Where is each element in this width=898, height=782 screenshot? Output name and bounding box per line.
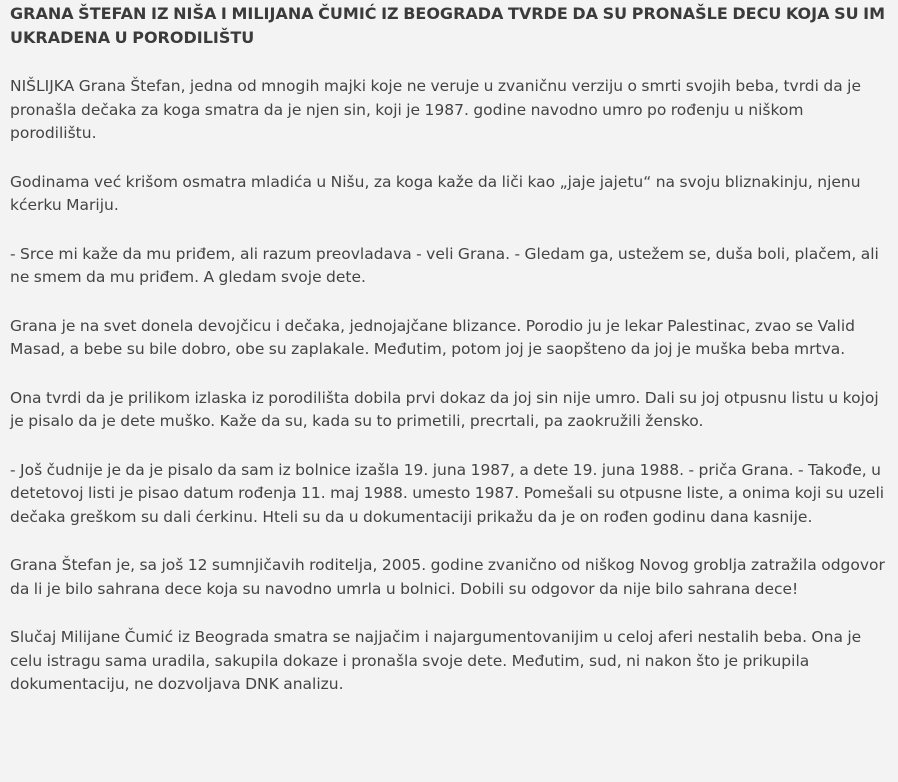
article-paragraph: Grana je na svet donela devojčicu i dečaka, jednojajčane blizance. Porodio ju je lekar Palestinac, zvao se Valid Masad, a bebe su bile dobro, obe su zaplakale. Međutim, potom joj je saopšteno da joj je muška beba mrtva. bbox=[10, 316, 855, 358]
article-paragraph: - Srce mi kaže da mu priđem, ali razum preovladava - veli Grana. - Gledam ga, ustežem se, duša boli, plačem, ali ne smem da mu priđem. A gledam svoje dete. bbox=[10, 244, 879, 286]
article-title: GRANA ŠTEFAN IZ NIŠA I MILIJANA ČUMIĆ IZ BEOGRADA TVRDE DA SU PRONAŠLE DECU KOJA SU IM UKRADENA U PORODILIŠTU bbox=[10, 4, 886, 47]
article-paragraph: Grana Štefan je, sa još 12 sumnjičavih roditelja, 2005. godine zvanično od niškog Novog groblja zatražila odgovor da li je bilo sahrana dece koja su navodno umrla u bolnici. Dobili su odgovor da nije bilo sahrana dece! bbox=[10, 556, 885, 598]
article-paragraph: Slučaj Milijane Čumić iz Beograda smatra se najjačim i najargumentovanijim u celoj aferi nestalih beba. Ona je celu istragu sama uradila, sakupila dokaze i pronašla svoje dete. Međutim, sud, ni nakon što je prikupila dokumentaciju, ne dozvoljava DNK analizu. bbox=[10, 628, 862, 693]
article-paragraph: Ona tvrdi da je prilikom izlaska iz porodilišta dobila prvi dokaz da joj sin nije umro. Dali su joj otpusnu listu u kojoj je pisalo da je dete muško. Kaže da su, kada su to primetili, precrtali, pa zaokružili žensko. bbox=[10, 388, 879, 430]
article-paragraph: Godinama već krišom osmatra mladića u Nišu, za koga kaže da liči kao „jaje jajetu“ na svoju bliznakinju, njenu kćerku Mariju. bbox=[10, 172, 861, 214]
article-paragraph: NIŠLIJKA Grana Štefan, jedna od mnogih majki koje ne veruje u zvaničnu verziju o smrti svojih beba, tvrdi da je pronašla dečaka za koga smatra da je njen sin, koji je 1987. godine navodno umro po rođenju u niškom porodilištu. bbox=[10, 77, 861, 142]
article-paragraph: - Još čudnije je da je pisalo da sam iz bolnice izašla 19. juna 1987, a dete 19. juna 1988. - priča Grana. - Takođe, u detetovoj listi je pisao datum rođenja 11. maj 1988. umesto 1987. Pomešali su otpusne liste, a onima koji su uzeli dečaka greškom su dali ćerkinu. Hteli su da u dokumentaciji prikažu da je on rođen godinu dana kasnije. bbox=[10, 460, 885, 526]
